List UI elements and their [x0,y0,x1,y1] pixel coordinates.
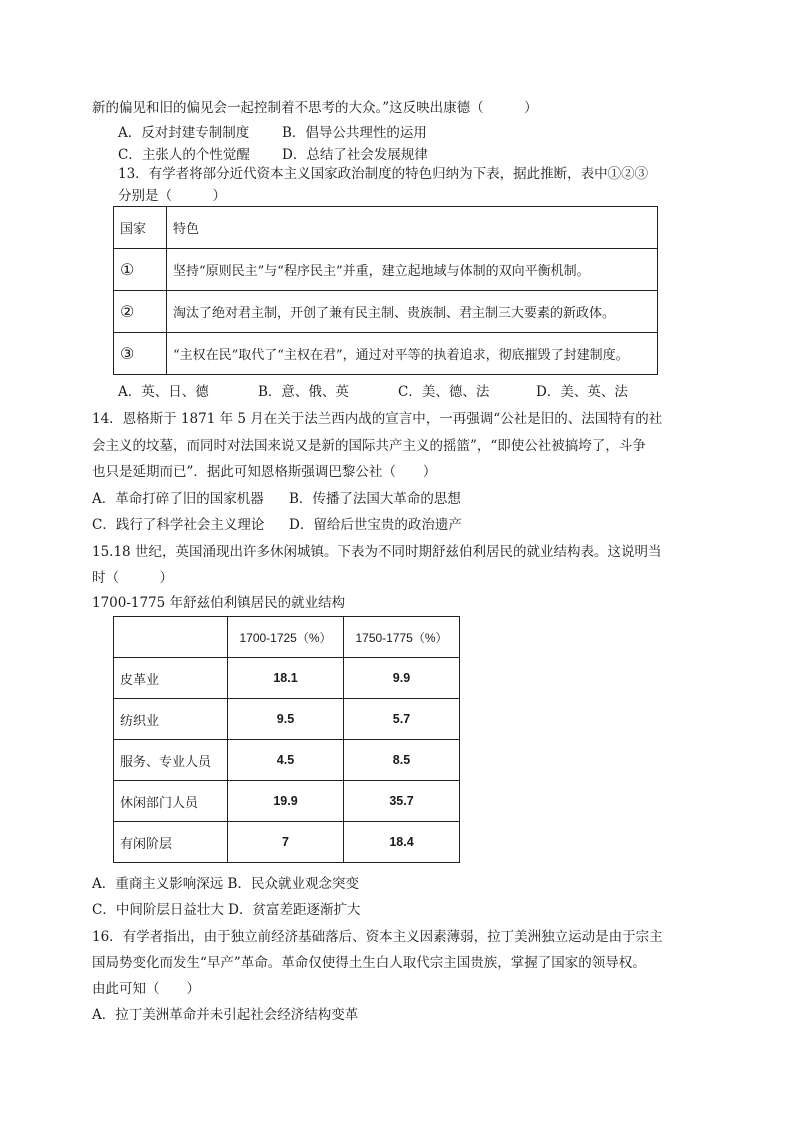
q12-stem-line: 新的偏见和旧的偏见会一起控制着不思考的大众。”这反映出康德（ ） [92,100,538,116]
q15-row-2-value-1: 9.5 [228,699,344,740]
q14-option-b[interactable]: B．传播了法国大革命的思想 [289,491,461,507]
q12-option-a[interactable]: A．反对封建专制制度 [118,125,250,141]
q15-row-2-label: 纺织业 [114,699,228,740]
q13-row-2-feature: 淘汰了绝对君主制，开创了兼有民主制、贵族制、君主制三大要素的新政体。 [167,291,658,333]
q13-header-country: 国家 [114,207,167,249]
q15-row-4-value-2: 35.7 [344,781,460,822]
q15-row-5-value-2: 18.4 [344,822,460,863]
q15-stem-line-2: 时（ ） [92,570,173,586]
q15-row-3-value-1: 4.5 [228,740,344,781]
q14-stem-line-3: 也只是延期而已”．据此可知恩格斯强调巴黎公社（ ） [92,464,437,480]
q16-stem-line-2: 国局势变化而发生“早产”革命。革命仅使得土生白人取代宗主国贵族，掌握了国家的领导权。 [92,955,646,971]
q15-row-4-label: 休闲部门人员 [114,781,228,822]
q12-option-c[interactable]: C．主张人的个性觉醒 [118,147,250,163]
table-row [114,699,460,740]
q15-table [113,616,460,863]
q13-row-3-feature: “主权在民”取代了“主权在君”，通过对平等的执着追求，彻底摧毁了封建制度。 [167,333,658,375]
q15-row-3-label: 服务、专业人员 [114,740,228,781]
q15-header-period-2: 1750-1775（%） [344,617,460,658]
table-row [114,617,460,658]
q14-option-c[interactable]: C．践行了科学社会主义理论 [92,517,265,533]
q15-row-5-value-1: 7 [228,822,344,863]
q15-row-4-value-1: 19.9 [228,781,344,822]
q13-stem-line-2: 分别是（ ） [118,188,226,204]
table-row [114,658,460,699]
q13-option-b[interactable]: B．意、俄、英 [258,384,349,400]
q14-option-a[interactable]: A．革命打碎了旧的国家机器 [92,491,264,507]
q13-stem-line-1: 13．有学者将部分近代资本主义国家政治制度的特色归纳为下表，据此推断，表中①②③ [118,166,649,182]
q15-row-3-value-2: 8.5 [344,740,460,781]
q13-table [113,206,658,375]
q16-stem-line-1: 16．有学者指出，由于独立前经济基础落后、资本主义因素薄弱，拉丁美洲独立运动是由于宗主 [92,929,663,945]
q13-option-c[interactable]: C．美、德、法 [398,384,490,400]
table-row [114,207,658,249]
table-row [114,291,658,333]
q15-row-1-label: 皮革业 [114,658,228,699]
q15-options-line-1[interactable]: A．重商主义影响深远 B．民众就业观念突变 [92,876,359,892]
table-row [114,822,460,863]
table-row [114,249,658,291]
q13-row-1-key: ① [114,249,167,291]
q13-header-feature: 特色 [167,207,658,249]
q13-row-2-key: ② [114,291,167,333]
q15-header-period-1: 1700-1725（%） [228,617,344,658]
q12-option-d[interactable]: D．总结了社会发展规律 [282,147,428,163]
q15-stem-line-1: 15.18 世纪，英国涌现出许多休闲城镇。下表为不同时期舒兹伯利居民的就业结构表。这说明当 [92,544,662,560]
q15-row-2-value-2: 5.7 [344,699,460,740]
q15-table-title: 1700-1775 年舒兹伯利镇居民的就业结构 [92,595,346,611]
q13-row-1-feature: 坚持“原则民主”与“程序民主”并重，建立起地域与体制的双向平衡机制。 [167,249,658,291]
q13-option-d[interactable]: D．美、英、法 [536,384,628,400]
q12-option-b[interactable]: B．倡导公共理性的运用 [282,125,427,141]
q15-header-empty [114,617,228,658]
q15-row-5-label: 有闲阶层 [114,822,228,863]
q13-option-a[interactable]: A．英、日、德 [118,384,209,400]
q15-row-1-value-2: 9.9 [344,658,460,699]
q16-stem-line-3: 由此可知（ ） [92,981,200,997]
q15-row-1-value-1: 18.1 [228,658,344,699]
q14-option-d[interactable]: D．留给后世宝贵的政治遗产 [289,517,462,533]
q13-row-3-key: ③ [114,333,167,375]
table-row [114,740,460,781]
q14-stem-line-2: 会主义的坟墓，而同时对法国来说又是新的国际共产主义的摇篮”，“即使公社被搞垮了，斗争 [92,438,646,454]
table-row [114,781,460,822]
q15-options-line-2[interactable]: C．中间阶层日益壮大 D．贫富差距逐渐扩大 [92,902,361,918]
table-row [114,333,658,375]
q16-option-a[interactable]: A．拉丁美洲革命并未引起社会经济结构变革 [92,1007,359,1023]
q14-stem-line-1: 14．恩格斯于 1871 年 5 月在关于法兰西内战的宣言中，一再强调“公社是旧的、法国特有的社 [92,411,663,427]
